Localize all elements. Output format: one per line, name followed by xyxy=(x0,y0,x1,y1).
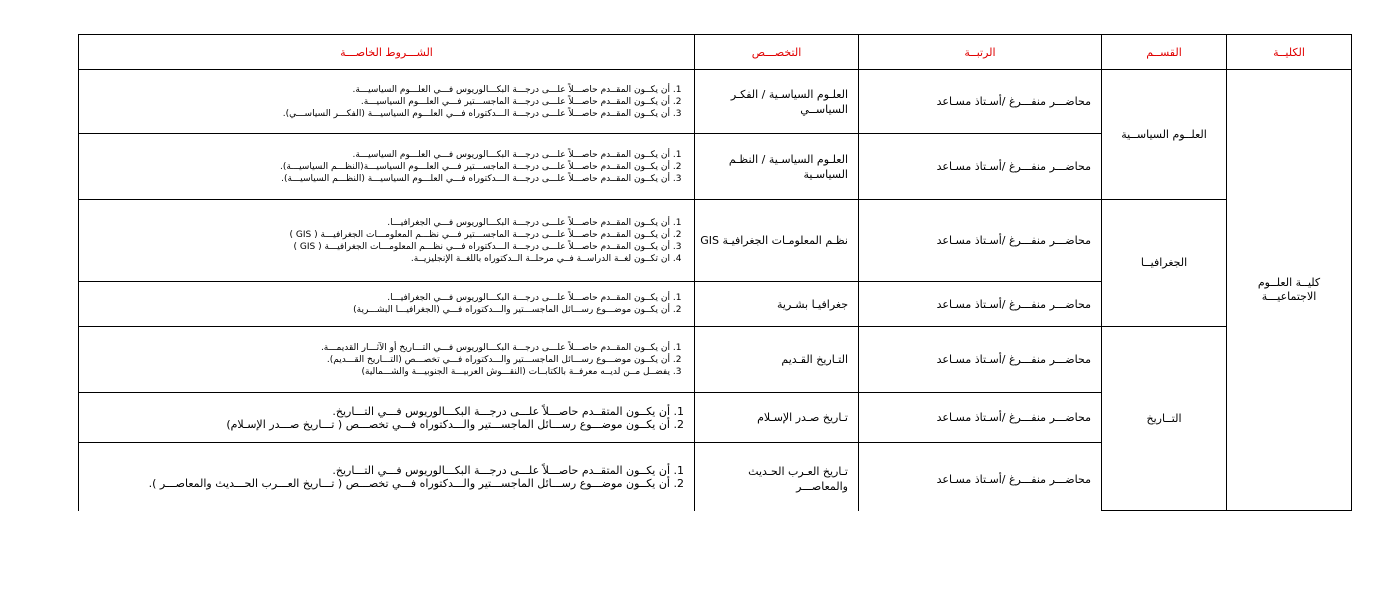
condition-item: 1. أن يكــون المقــدم حاصـــلاً علـــى درجـــة البكـــالوريوس فـــي الجغرافيـــا. xyxy=(85,292,670,304)
department-political: العلــوم السياســية xyxy=(1121,127,1207,141)
condition-item: 1. أن يكــون المتقــدم حاصـــلاً علـــى درجـــة البكـــالوريوس فـــي التـــاريخ. xyxy=(85,464,670,477)
condition-item: 2. أن يكــون المقــدم حاصـــلاً علـــى درجـــة الماجســـتير فـــي العلـــوم السياسيـــة. xyxy=(85,96,670,108)
condition-item: 2. أن يكــون موضـــوع رســـائل الماجســـتير والـــدكتوراه فـــي تخصـــص (التـــاريخ القـــديم). xyxy=(85,354,670,366)
conditions-cell xyxy=(79,200,695,282)
conditions-list xyxy=(85,84,684,120)
requirements-table xyxy=(78,34,1352,511)
major-cell: العلـوم السياسـية / النظـم السياسـية xyxy=(695,134,859,200)
rank-cell: محاضـــر منفـــرغ /أسـتاذ مسـاعد xyxy=(859,443,1102,511)
header-row xyxy=(79,35,1352,70)
department-geography: الجغرافيــا xyxy=(1140,256,1188,269)
conditions-cell xyxy=(79,70,695,134)
conditions-cell xyxy=(79,282,695,327)
condition-item: 2. أن يكــون موضـــوع رســـائل الماجســـتير والـــدكتوراه فـــي تخصـــص ( تـــاريخ العـــرب الحـــديث والمعاصـــر ). xyxy=(85,477,670,490)
department-history: التــاريخ xyxy=(1146,411,1182,425)
conditions-cell xyxy=(79,327,695,393)
major-cell: التـاريخ القـديم xyxy=(695,327,859,393)
conditions-cell xyxy=(79,134,695,200)
conditions-list xyxy=(85,342,684,378)
condition-item: 1. أن يكــون المتقــدم حاصـــلاً علـــى درجـــة البكـــالوريوس فـــي التـــاريخ. xyxy=(85,405,670,418)
major-cell: جغرافيـا بشـرية xyxy=(695,282,859,327)
college-name: كليــة العلــوم الاجتماعيـــة xyxy=(1257,276,1321,303)
condition-item: 4. ان تكــون لغــة الدراســة فــي مرحلــة الــدكتوراه باللغــة الإنجليزيــة. xyxy=(85,253,670,265)
condition-item: 2. أن يكــون المقــدم حاصـــلاً علـــى درجـــة الماجســـتير فـــي نظـــم المعلومـــات الجغرافيـــة ( GIS ) xyxy=(85,229,670,241)
rank-cell: محاضـــر منفـــرغ /أسـتاذ مسـاعد xyxy=(859,393,1102,443)
department-cell xyxy=(1102,327,1227,511)
header-major: التخصـــص xyxy=(695,35,859,70)
college-cell xyxy=(1227,70,1352,511)
major-cell: تـاريخ صـدر الإسـلام xyxy=(695,393,859,443)
rank-cell: محاضـــر منفـــرغ /أسـتاذ مسـاعد xyxy=(859,200,1102,282)
conditions-list xyxy=(85,217,684,265)
rank-cell: محاضـــر منفـــرغ /أسـتاذ مسـاعد xyxy=(859,327,1102,393)
conditions-list xyxy=(85,464,684,490)
condition-item: 3. يفضــل مــن لديــه معرفــة بالكتابــات (النقـــوش العربيـــة الجنوبيـــة والشـــمالية) xyxy=(85,366,670,378)
condition-item: 1. أن يكــون المقــدم حاصـــلاً علـــى درجـــة البكـــالوريوس فـــي الجغرافيـــا. xyxy=(85,217,670,229)
rank-cell: محاضـــر منفـــرغ /أسـتاذ مسـاعد xyxy=(859,282,1102,327)
table-row xyxy=(79,200,1352,282)
conditions-list xyxy=(85,149,684,185)
department-cell xyxy=(1102,70,1227,200)
condition-item: 3. أن يكــون المقــدم حاصـــلاً علـــى درجـــة الـــدكتوراه فـــي نظـــم المعلومـــات الجغرافيـــة ( GIS ) xyxy=(85,241,670,253)
condition-item: 2. أن يكــون المقــدم حاصـــلاً علـــى درجـــة الماجســـتير فـــي العلـــوم السياسيـــة(النظـــم السياسيـــة). xyxy=(85,161,670,173)
rank-cell: محاضـــر منفـــرغ /أسـتاذ مسـاعد xyxy=(859,134,1102,200)
major-cell: العلـوم السياسـية / الفكـر السياســي xyxy=(695,70,859,134)
table-row xyxy=(79,70,1352,134)
rank-cell: محاضـــر منفـــرغ /أسـتاذ مسـاعد xyxy=(859,70,1102,134)
condition-item: 1. أن يكــون المقــدم حاصـــلاً علـــى درجـــة البكـــالوريوس فـــي العلـــوم السياسيـــة. xyxy=(85,84,670,96)
conditions-list xyxy=(85,405,684,431)
condition-item: 3. أن يكــون المقــدم حاصـــلاً علـــى درجـــة الـــدكتوراه فـــي العلـــوم السياسيـــة (الفكـــر السياســـي). xyxy=(85,108,670,120)
condition-item: 2. أن يكــون موضـــوع رســـائل الماجســـتير والـــدكتوراه فـــي تخصـــص ( تـــاريخ صـــدر الإسـلام) xyxy=(85,418,670,431)
header-department: القســم xyxy=(1102,35,1227,70)
header-rank: الرتبــة xyxy=(859,35,1102,70)
major-cell: نظـم المعلومـات الجغرافيـة GIS xyxy=(695,200,859,282)
condition-item: 3. أن يكــون المقــدم حاصـــلاً علـــى درجـــة الـــدكتوراه فـــي العلـــوم السياسيـــة (النظـــم السياسيـــة). xyxy=(85,173,670,185)
header-conditions: الشـــروط الخاصـــة xyxy=(79,35,695,70)
header-college: الكليــة xyxy=(1227,35,1352,70)
conditions-cell xyxy=(79,393,695,443)
table-row xyxy=(79,327,1352,393)
condition-item: 1. أن يكــون المقــدم حاصـــلاً علـــى درجـــة البكـــالوريوس فـــي العلـــوم السياسيـــة. xyxy=(85,149,670,161)
conditions-list xyxy=(85,292,684,316)
condition-item: 1. أن يكــون المقــدم حاصـــلاً علـــى درجـــة البكـــالوريوس فـــي التـــاريخ أو الآثـــار القديمـــة. xyxy=(85,342,670,354)
major-cell: تـاريخ العـرب الحـديث والمعاصـــر xyxy=(695,443,859,511)
department-cell xyxy=(1102,200,1227,327)
conditions-cell xyxy=(79,443,695,511)
condition-item: 2. أن يكــون موضـــوع رســـائل الماجســـتير والـــدكتوراه فـــي (الجغرافيـــا البشـــرية) xyxy=(85,304,670,316)
